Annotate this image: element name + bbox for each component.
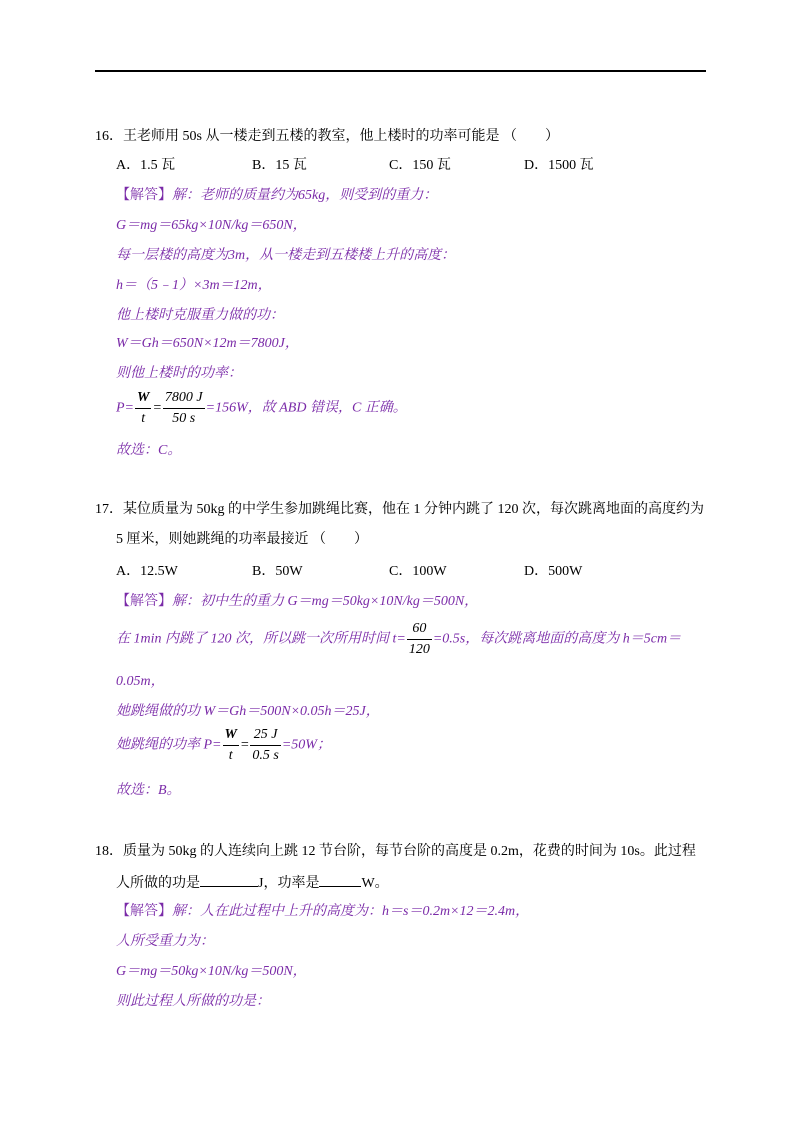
q17-question-line1: 17．某位质量为 50kg 的中学生参加跳绳比赛，他在 1 分钟内跳了 120 次，每次跳离地面的高度约为 [95,502,704,517]
fraction-denominator: 0.5 s [252,748,279,763]
equals-sign: = [152,400,162,416]
q17-solution-text: 解：初中生的重力 G＝mg＝50kg×10N/kg＝500N， [172,594,479,609]
fraction-numerator: 60 [407,619,432,640]
q16-solution-line: W＝Gh＝650N×12m＝7800J， [116,336,299,351]
q18-solution-line: 则此过程人所做的功是： [116,994,270,1009]
q17-option-b: B．50W [252,564,303,579]
q18-work-blank [200,872,258,887]
formula-rhs: =50W； [281,737,331,753]
formula-lhs: P= [116,400,134,416]
q18-solution-line: G＝mg＝50kg×10N/kg＝500N， [116,964,307,979]
fraction-numerator: W [223,725,239,746]
q17-option-d: D．500W [524,564,583,579]
q17-option-c: C．100W [389,564,447,579]
q16-option-a: A．1.5 瓦 [116,158,176,173]
equals-sign: = [239,737,250,753]
fraction-numerator: 25 J [250,725,280,746]
q18-solution-text: 解：人在此过程中上升的高度为：h＝s＝0.2m×12＝2.4m， [172,904,530,919]
fraction [223,725,239,766]
formula-rhs: =156W，故 ABD 错误，C 正确。 [205,400,407,416]
fraction-numerator: 7800 J [163,388,205,409]
q16-question: 16．王老师用 50s 从一楼走到五楼的教室，他上楼时的功率可能是 （ ） [95,129,559,144]
q17-solution-line: 0.05m， [116,674,165,689]
q16-option-c: C．150 瓦 [389,158,451,173]
q16-power-formula [116,388,407,429]
q16-option-d: D．1500 瓦 [524,158,594,173]
q17-solution-line [116,592,478,612]
formula-lhs: 她跳绳的功率 P= [116,737,222,753]
q16-solution-text: 解：老师的质量约为65kg，则受到的重力： [172,188,438,203]
q17-solution-line: 她跳绳做的功 W＝Gh＝500N×0.05h＝25J， [116,704,380,719]
q16-solution-line: G＝mg＝65kg×10N/kg＝650N， [116,218,307,233]
header-rule [95,70,706,72]
q16-solution-line: h＝（5﹣1）×3m＝12m， [116,278,272,293]
q16-solution-line: 则他上楼时的功率： [116,366,242,381]
formula-rhs: =0.5s，每次跳离地面的高度为 h＝5cm＝ [432,631,682,647]
q18-solution-line: 人所受重力为： [116,934,214,949]
q17-answer: 故选：B。 [116,783,181,798]
q17-answer-tag: 【解答】 [116,594,172,609]
q18-question-text: W。 [361,876,389,891]
formula-lhs: 在 1min 内跳了 120 次，所以跳一次所用时间 t= [116,631,406,647]
q18-question-line1: 18．质量为 50kg 的人连续向上跳 12 节台阶，每节台阶的高度是 0.2m，花费的时间为 10s。此过程 [95,844,696,859]
q16-solution-line: 他上楼时克服重力做的功： [116,308,284,323]
q18-question-text: 人所做的功是 [116,876,200,891]
q17-time-formula [116,619,681,660]
q16-answer-tag: 【解答】 [116,188,172,203]
q16-answer: 故选：C。 [116,443,182,458]
q16-solution-line: 每一层楼的高度为3m，从一楼走到五楼楼上升的高度： [116,248,456,263]
q17-question-line2: 5 厘米，则她跳绳的功率最接近 （ ） [116,532,368,547]
fraction-denominator: 50 s [172,411,196,426]
q16-option-b: B．15 瓦 [252,158,307,173]
fraction [407,619,432,660]
q16-solution-line [116,186,437,206]
fraction-denominator: t [228,748,233,763]
q18-power-blank [319,872,361,887]
fraction [163,388,205,429]
q17-power-formula [116,725,331,766]
q18-solution-line [116,902,529,922]
q18-question-text: J，功率是 [258,876,320,891]
fraction-denominator: t [141,411,146,426]
fraction [250,725,280,766]
fraction [135,388,151,429]
q17-option-a: A．12.5W [116,564,178,579]
fraction-numerator: W [135,388,151,409]
fraction-denominator: 120 [408,642,430,657]
q18-question-line2 [116,872,389,894]
q18-answer-tag: 【解答】 [116,904,172,919]
